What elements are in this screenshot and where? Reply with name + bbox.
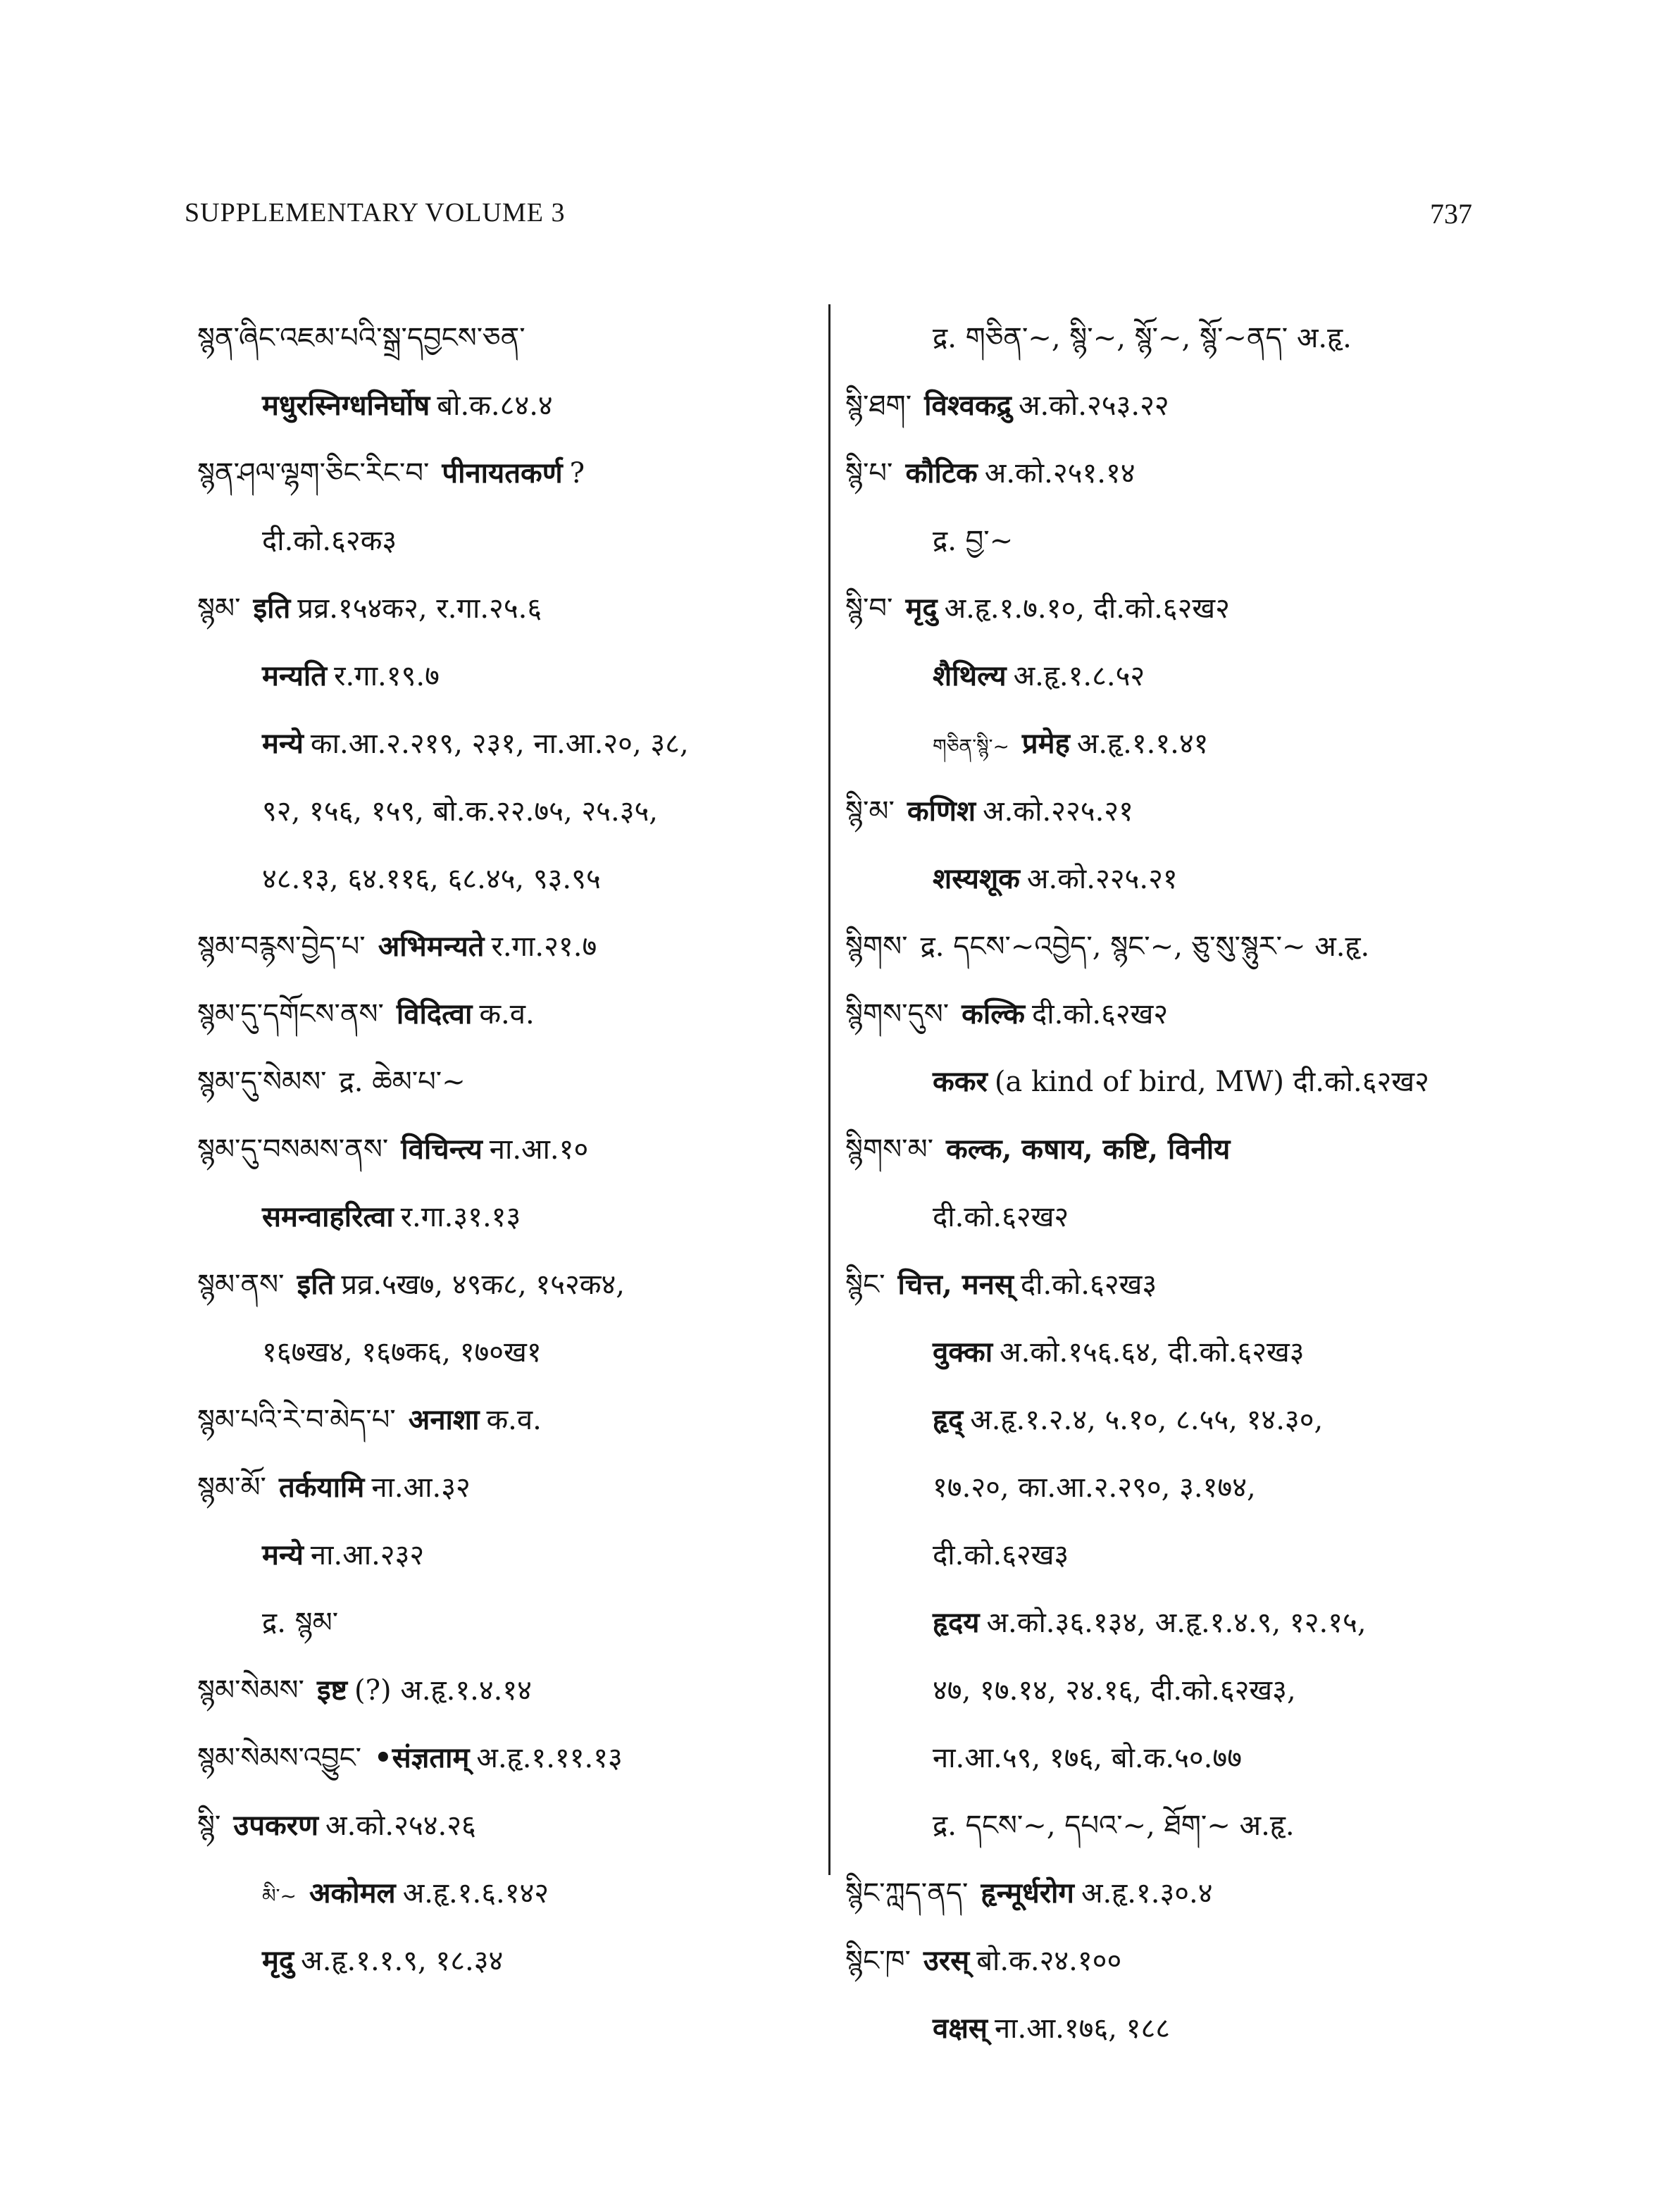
sanskrit-equivalent: इष्ट — [316, 1674, 347, 1707]
source-reference: अ.को.२५४.२६ — [325, 1810, 476, 1842]
source-reference: अ.को.३६.१३४, अ.हृ.१.४.९, १२.१५, — [986, 1607, 1367, 1639]
source-reference: का.आ.२.२१९, २३१, ना.आ.२०, ३८, — [310, 728, 689, 760]
source-reference: र.गा.२१.७ — [491, 930, 597, 963]
sanskrit-equivalent: कणिश — [907, 795, 976, 828]
entry-subline — [845, 1995, 1550, 2062]
tibetan-headword: སྙན་ཤལ་ལྷག་ཅིང་རིང་བ་ — [197, 457, 430, 490]
entry-subline — [845, 1521, 1550, 1589]
dictionary-entry — [845, 778, 1550, 845]
tibetan-headword: སྙི་ — [197, 1810, 221, 1842]
dictionary-entry — [845, 1927, 1550, 1995]
source-reference: अ.को.२५३.२२ — [1018, 390, 1169, 422]
sanskrit-equivalent: वुक्का — [933, 1336, 993, 1369]
dictionary-entry — [197, 1724, 817, 1792]
source-reference: ४७, १७.१४, २४.१६, दी.को.६२ख३, — [933, 1674, 1296, 1707]
tibetan-headword: སྙམ་ནས་ — [197, 1269, 285, 1301]
entry-subline — [197, 1927, 817, 1995]
entry-subline — [197, 710, 817, 778]
dictionary-entry — [197, 1251, 817, 1319]
source-reference: दी.को.६२ख२ — [1031, 998, 1169, 1031]
entry-subline — [197, 642, 817, 710]
tibetan-headword: སྙིགས་ — [845, 930, 908, 963]
dictionary-entry — [845, 913, 1550, 980]
dictionary-entry — [197, 440, 817, 507]
tibetan-headword: སྙམ་པའི་རེ་བ་མེད་པ་ — [197, 1404, 396, 1436]
source-reference: अ.हृ.१.७.१०, दी.को.६२ख२ — [944, 592, 1230, 625]
tibetan-headword: སྙམ་སེམས་ — [197, 1674, 304, 1707]
sanskrit-equivalent: शस्यशूक — [933, 862, 1020, 895]
right-column — [845, 304, 1550, 2062]
sanskrit-equivalent: पीनायतकर्ण — [442, 456, 563, 490]
tibetan-headword: སྙིང་ཀླད་ནད་ — [845, 1877, 969, 1910]
dictionary-entry — [197, 913, 817, 980]
sanskrit-equivalent: मृदु — [905, 592, 938, 625]
sanskrit-equivalent: मन्ये — [262, 727, 304, 760]
left-column — [197, 304, 817, 1995]
sanskrit-equivalent: चित्त, मनस् — [897, 1268, 1014, 1301]
entry-subline — [197, 1589, 817, 1657]
sanskrit-equivalent: समन्वाहरित्वा — [262, 1200, 394, 1233]
sanskrit-equivalent: कल्क, कषाय, कष्टि, विनीय — [946, 1133, 1231, 1166]
source-reference: क.व. — [479, 998, 535, 1031]
entry-subline — [845, 710, 1550, 778]
sanskrit-equivalent: मन्यति — [262, 659, 328, 692]
sanskrit-equivalent: •संज्ञताम् — [374, 1741, 470, 1774]
sanskrit-equivalent: इति — [253, 592, 291, 625]
dictionary-entry — [845, 1860, 1550, 1927]
source-reference: दी.को.६२क३ — [262, 525, 397, 557]
tibetan-headword: སྙི་པ་ — [845, 457, 893, 490]
source-reference: (a kind of bird, MW) दी.को.६२ख२ — [994, 1066, 1429, 1098]
tibetan-headword: སྙམ་མོ་ — [197, 1471, 266, 1504]
dictionary-entry — [197, 980, 817, 1048]
tibetan-headword: སྙམ་དུ་སེམས་ — [197, 1066, 327, 1098]
entry-subline — [197, 1521, 817, 1589]
entry-subline — [845, 642, 1550, 710]
sanskrit-equivalent: इति — [297, 1268, 335, 1301]
sanskrit-equivalent: हृन्मूर्धरोग — [981, 1876, 1074, 1910]
source-reference: ९२, १५६, १५९, बो.क.२२.७५, २५.३५, — [262, 795, 659, 828]
sanskrit-equivalent: मधुरस्निग्धनिर्घोष — [262, 389, 430, 422]
entry-subline — [845, 845, 1550, 913]
tibetan-headword: སྙམ་སེམས་འབྱུང་ — [197, 1742, 362, 1774]
entry-subline — [197, 1183, 817, 1251]
source-reference: द्र. སྙམ་ — [262, 1607, 339, 1639]
sanskrit-equivalent: विश्वकद्रु — [924, 389, 1012, 422]
source-reference: र.गा.१९.७ — [334, 660, 440, 692]
column-divider — [828, 304, 830, 1875]
dictionary-entry — [197, 1386, 817, 1454]
sanskrit-equivalent: अकोमल — [309, 1876, 396, 1910]
entry-subline — [197, 507, 817, 575]
entry-subline — [845, 1792, 1550, 1860]
dictionary-entry — [197, 1116, 817, 1183]
entry-subline — [845, 1386, 1550, 1454]
source-reference: ४८.१३, ६४.११६, ६८.४५, ९३.९५ — [262, 863, 601, 895]
source-reference: प्रव्र.१५४क२, र.गा.२५.६ — [297, 592, 542, 625]
source-reference: द्र. ཆེམ་པ་~ — [339, 1066, 466, 1098]
entry-subline — [845, 1454, 1550, 1521]
source-reference: अ.हृ.१.३०.४ — [1081, 1877, 1213, 1910]
entry-subline — [845, 1724, 1550, 1792]
source-reference: ? — [569, 457, 585, 490]
tibetan-headword: སྙམ་དུ་དགོངས་ནས་ — [197, 998, 384, 1031]
source-reference: ना.आ.२३२ — [310, 1539, 425, 1571]
tibetan-headword: སྙིགས་མ་ — [845, 1133, 934, 1166]
source-reference: दी.को.६२ख२ — [933, 1201, 1069, 1233]
sanskrit-equivalent: कल्कि — [962, 997, 1025, 1031]
dictionary-entry — [197, 304, 817, 372]
entry-subline — [197, 1860, 817, 1927]
sanskrit-equivalent: मृदु — [262, 1944, 294, 1977]
sanskrit-equivalent: कौटिक — [905, 456, 978, 490]
source-reference: अ.को.१५६.६४, दी.को.६२ख३ — [1000, 1336, 1305, 1369]
source-reference: अ.हृ.१.६.१४२ — [402, 1877, 549, 1910]
sanskrit-equivalent: अनाशा — [408, 1403, 480, 1436]
tibetan-headword: སྙིང་ཁ་ — [845, 1945, 911, 1977]
tibetan-prefix: མི་~ — [262, 1884, 297, 1907]
sanskrit-equivalent: विचिन्त्य — [401, 1133, 483, 1166]
sanskrit-equivalent: मन्ये — [262, 1538, 304, 1571]
source-reference: द्र. དངས་~འབྱེད་, སྙང་~, ཅུ་སུ་སྙུར་~ अ.हृ. — [920, 930, 1370, 963]
dictionary-entry — [845, 440, 1550, 507]
source-reference: ना.आ.५९, १७६, बो.क.५०.७७ — [933, 1742, 1242, 1774]
sanskrit-equivalent: ककर — [933, 1065, 988, 1098]
entry-subline — [845, 1048, 1550, 1116]
entry-subline — [845, 1589, 1550, 1657]
tibetan-headword: སྙིང་ — [845, 1269, 885, 1301]
dictionary-entry — [845, 575, 1550, 642]
tibetan-headword: སྙི་མ་ — [845, 795, 895, 828]
tibetan-headword: སྙམ་དུ་བསམས་ནས་ — [197, 1133, 389, 1166]
sanskrit-equivalent: शैथिल्य — [933, 659, 1007, 692]
source-reference: अ.हृ.१.२.४, ५.१०, ८.५५, १४.३०, — [970, 1404, 1324, 1436]
sanskrit-equivalent: हृदय — [933, 1606, 980, 1639]
running-title: SUPPLEMENTARY VOLUME 3 — [185, 198, 566, 228]
source-reference: (?) अ.हृ.१.४.१४ — [354, 1674, 532, 1707]
dictionary-entry — [845, 1116, 1550, 1183]
dictionary-entry — [197, 1657, 817, 1724]
source-reference: क.व. — [486, 1404, 542, 1436]
page-number: 737 — [1430, 198, 1472, 230]
sanskrit-equivalent: वक्षस् — [933, 2012, 988, 2045]
source-reference: द्र. གཅིན་~, སྙི་~, སྙོ་~, སྙོ་~ནད་ अ.हृ. — [933, 322, 1352, 354]
tibetan-headword: སྙི་ཐག་ — [845, 390, 912, 422]
entry-subline — [845, 507, 1550, 575]
sanskrit-equivalent: प्रमेह — [1021, 727, 1070, 760]
source-reference: अ.को.२२५.२१ — [1026, 863, 1178, 895]
tibetan-prefix: གཅིན་སྙི་~ — [933, 735, 1009, 758]
source-reference: अ.को.२२५.२१ — [983, 795, 1133, 828]
source-reference: प्रव्र.५ख७, ४९क८, १५२क४, — [341, 1269, 626, 1301]
entry-subline — [845, 304, 1550, 372]
source-reference: र.गा.३१.१३ — [400, 1201, 521, 1233]
dictionary-entry — [845, 372, 1550, 440]
sanskrit-equivalent: उरस् — [923, 1944, 970, 1977]
tibetan-headword: སྙམ་བརྙས་བྱེད་པ་ — [197, 930, 366, 963]
source-reference: ना.आ.३२ — [371, 1471, 471, 1504]
source-reference: १७.२०, का.आ.२.२९०, ३.१७४, — [933, 1471, 1256, 1504]
dictionary-entry — [197, 1454, 817, 1521]
source-reference: १६७ख४, १६७क६, १७०ख१ — [262, 1336, 542, 1369]
entry-subline — [845, 1319, 1550, 1386]
dictionary-entry — [197, 1048, 817, 1116]
tibetan-headword: སྙན་ཞིང་འཇམ་པའི་སྒྲ་དབྱངས་ཅན་ — [197, 322, 525, 354]
sanskrit-equivalent: तर्कयामि — [278, 1471, 365, 1504]
source-reference: अ.को.२५१.१४ — [984, 457, 1135, 490]
tibetan-headword: སྙི་བ་ — [845, 592, 893, 625]
source-reference: बो.क.२४.१०० — [976, 1945, 1122, 1977]
dictionary-entry — [197, 1792, 817, 1860]
source-reference: बो.क.८४.४ — [437, 390, 553, 422]
entry-subline — [845, 1183, 1550, 1251]
source-reference: अ.हृ.१.११.१३ — [476, 1742, 623, 1774]
dictionary-entry — [197, 575, 817, 642]
sanskrit-equivalent: अभिमन्यते — [378, 930, 485, 963]
source-reference: द्र. བྱ་~ — [933, 525, 1014, 557]
dictionary-entry — [845, 980, 1550, 1048]
dictionary-entry — [845, 1251, 1550, 1319]
sanskrit-equivalent: विदित्वा — [396, 997, 473, 1031]
source-reference: अ.हृ.१.८.५२ — [1013, 660, 1145, 692]
sanskrit-equivalent: उपकरण — [233, 1809, 319, 1842]
entry-subline — [197, 778, 817, 845]
entry-subline — [197, 1319, 817, 1386]
source-reference: दी.को.६२ख३ — [933, 1539, 1069, 1571]
source-reference: अ.हृ.१.१.४१ — [1076, 728, 1209, 760]
source-reference: दी.को.६२ख३ — [1020, 1269, 1157, 1301]
entry-subline — [845, 1657, 1550, 1724]
tibetan-headword: སྙམ་ — [197, 592, 241, 625]
entry-subline — [197, 845, 817, 913]
source-reference: अ.हृ.१.१.९, १८.३४ — [301, 1945, 504, 1977]
entry-subline — [197, 372, 817, 440]
sanskrit-equivalent: हृद् — [933, 1403, 964, 1436]
tibetan-headword: སྙིགས་དུས་ — [845, 998, 950, 1031]
source-reference: द्र. དངས་~, དཔའ་~, ཐོག་~ अ.हृ. — [933, 1810, 1295, 1842]
source-reference: ना.आ.१० — [489, 1133, 589, 1166]
source-reference: ना.आ.१७६, १८८ — [994, 2012, 1171, 2045]
